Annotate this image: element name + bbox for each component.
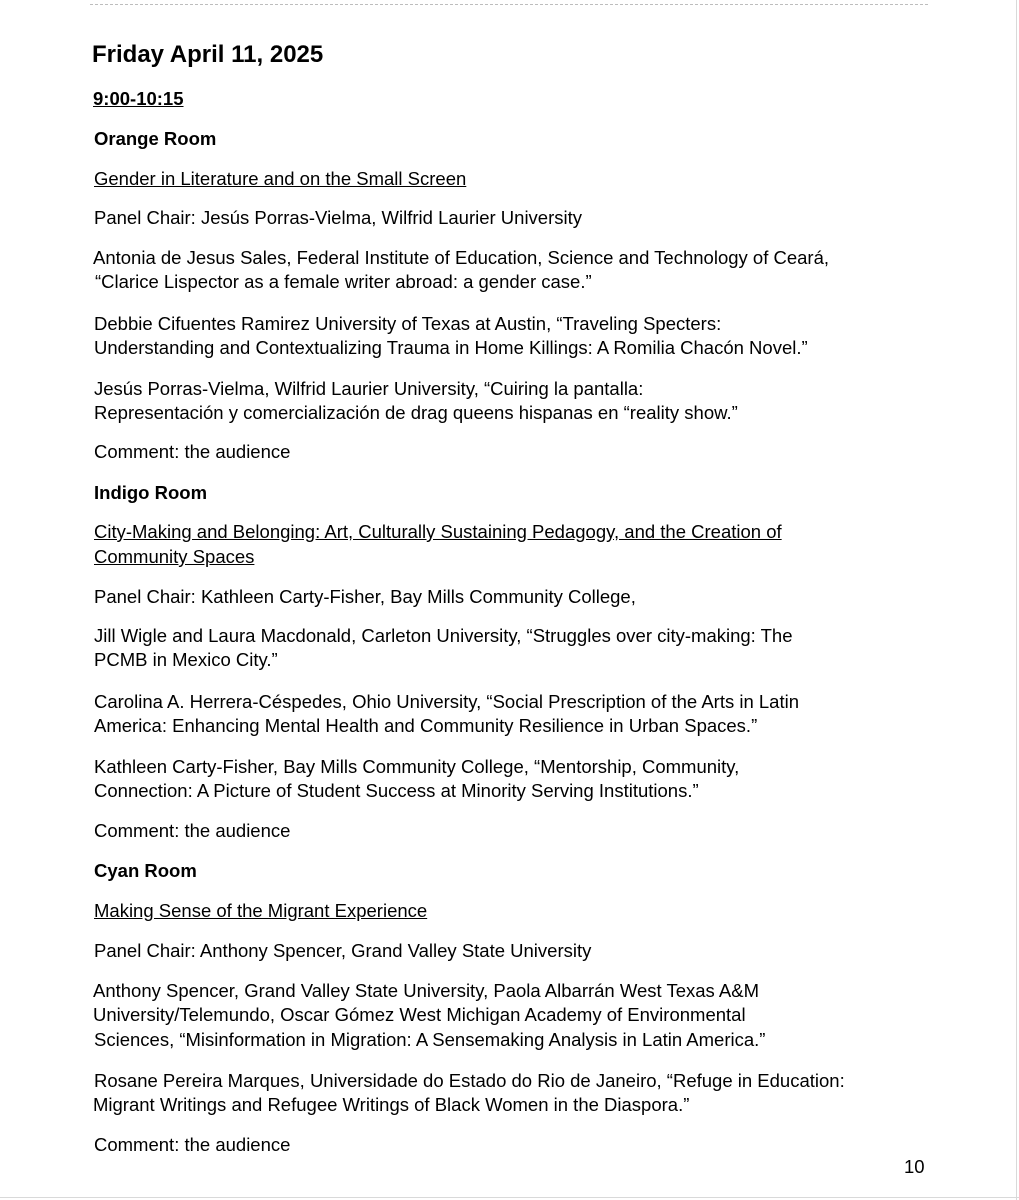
orange-comment: Comment: the audience bbox=[94, 441, 291, 462]
cyan-panel-title: Making Sense of the Migrant Experience bbox=[94, 900, 428, 921]
orange-panel-chair: Panel Chair: Jesús Porras-Vielma, Wilfrid Laurier University bbox=[94, 207, 583, 228]
indigo-room-heading: Indigo Room bbox=[94, 482, 208, 503]
indigo-paper-3-line-1: Kathleen Carty-Fisher, Bay Mills Community College, “Mentorship, Community, bbox=[94, 756, 740, 777]
indigo-paper-2-line-2: America: Enhancing Mental Health and Community Resilience in Urban Spaces.” bbox=[94, 715, 758, 736]
indigo-paper-2-line-1: Carolina A. Herrera-Céspedes, Ohio University, “Social Prescription of the Arts in Latin bbox=[94, 691, 800, 712]
orange-panel-title: Gender in Literature and on the Small Screen bbox=[94, 168, 467, 189]
page-number: 10 bbox=[904, 1156, 925, 1177]
orange-paper-3-line-1: Jesús Porras-Vielma, Wilfrid Laurier University, “Cuiring la pantalla: bbox=[94, 378, 644, 399]
cyan-paper-1-line-2: University/Telemundo, Oscar Gómez West Michigan Academy of Environmental bbox=[93, 1004, 746, 1025]
indigo-paper-3-line-2: Connection: A Picture of Student Success at Minority Serving Institutions.” bbox=[94, 780, 699, 801]
orange-paper-1-line-2: “Clarice Lispector as a female writer abroad: a gender case.” bbox=[95, 271, 592, 292]
cyan-paper-1-line-1: Anthony Spencer, Grand Valley State University, Paola Albarrán West Texas A&M bbox=[93, 980, 759, 1001]
indigo-paper-1-line-2: PCMB in Mexico City.” bbox=[94, 649, 278, 670]
cyan-panel-chair: Panel Chair: Anthony Spencer, Grand Valley State University bbox=[94, 940, 592, 961]
cyan-comment: Comment: the audience bbox=[94, 1134, 291, 1155]
time-slot-heading: 9:00-10:15 bbox=[93, 88, 184, 109]
orange-room-heading: Orange Room bbox=[94, 128, 217, 149]
orange-paper-2-line-1: Debbie Cifuentes Ramirez University of Texas at Austin, “Traveling Specters: bbox=[94, 313, 722, 334]
indigo-panel-title-line-2: Community Spaces bbox=[94, 546, 255, 567]
indigo-panel-chair: Panel Chair: Kathleen Carty-Fisher, Bay Mills Community College, bbox=[94, 586, 636, 607]
indigo-panel-title-line-1: City-Making and Belonging: Art, Culturally Sustaining Pedagogy, and the Creation of bbox=[94, 521, 782, 542]
cyan-room-heading: Cyan Room bbox=[94, 860, 197, 881]
cyan-paper-2-line-2: Migrant Writings and Refugee Writings of Black Women in the Diaspora.” bbox=[93, 1094, 690, 1115]
cyan-paper-1-line-3: Sciences, “Misinformation in Migration: A Sensemaking Analysis in Latin America.” bbox=[94, 1029, 766, 1050]
page-right-border bbox=[1016, 0, 1017, 1200]
orange-paper-2-line-2: Understanding and Contextualizing Trauma in Home Killings: A Romilia Chacón Novel.” bbox=[94, 337, 808, 358]
page-top-border bbox=[90, 4, 928, 5]
orange-paper-1-line-1: Antonia de Jesus Sales, Federal Institute of Education, Science and Technology of Ceará, bbox=[93, 247, 830, 268]
cyan-paper-2-line-1: Rosane Pereira Marques, Universidade do Estado do Rio de Janeiro, “Refuge in Education: bbox=[94, 1070, 845, 1091]
indigo-paper-1-line-1: Jill Wigle and Laura Macdonald, Carleton University, “Struggles over city-making: The bbox=[94, 625, 793, 646]
page-bottom-border bbox=[0, 1197, 1019, 1198]
page-title: Friday April 11, 2025 bbox=[92, 41, 324, 68]
indigo-comment: Comment: the audience bbox=[94, 820, 291, 841]
orange-paper-3-line-2: Representación y comercialización de drag queens hispanas en “reality show.” bbox=[94, 402, 738, 423]
